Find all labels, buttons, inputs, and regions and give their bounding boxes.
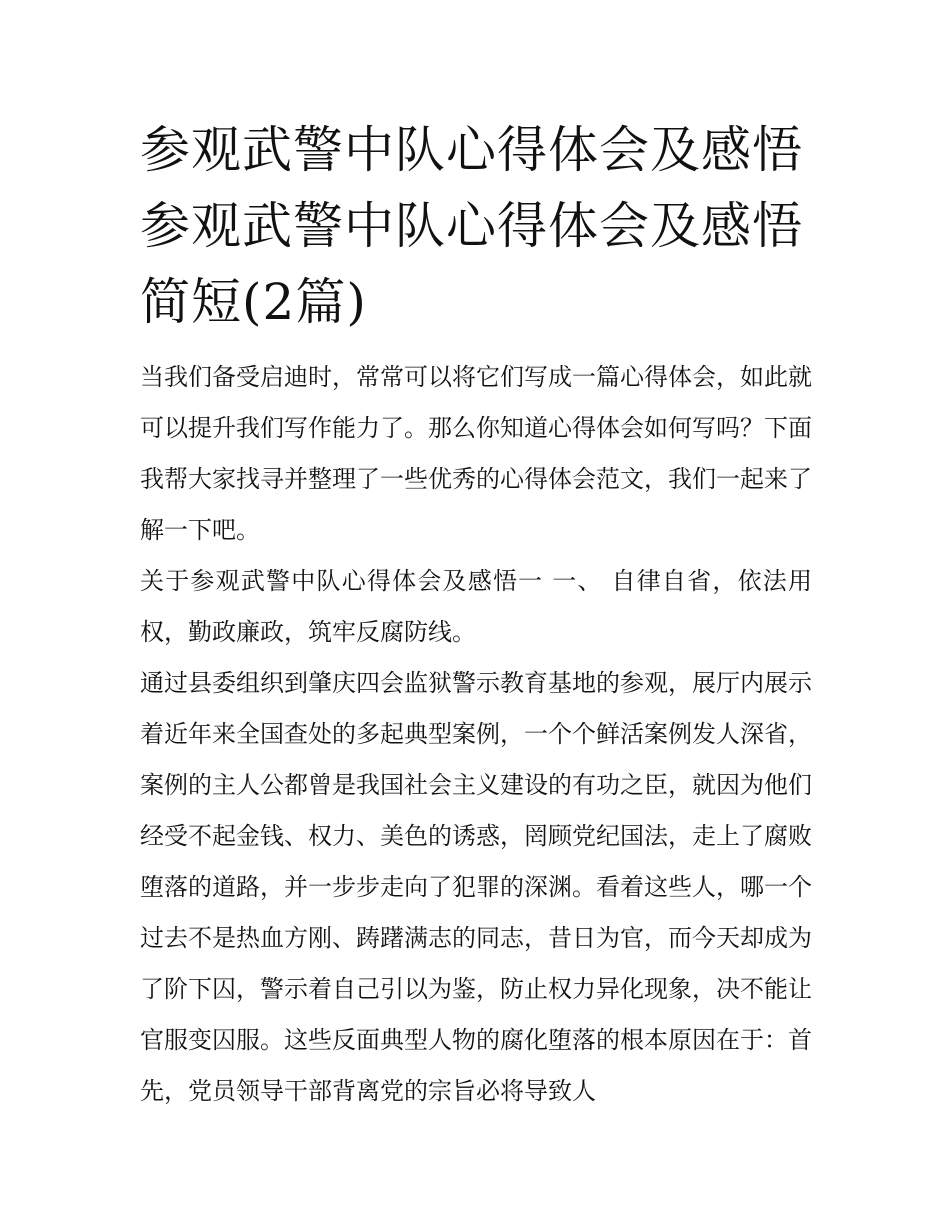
section-heading-paragraph: 关于参观武警中队心得体会及感悟一 一、 自律自省，依法用权，勤政廉政，筑牢反腐防线。 [140,567,812,646]
body-paragraph: 通过县委组织到肇庆四会监狱警示教育基地的参观，展厅内展示着近年来全国查处的多起典型案例，一个个鲜活案例发人深省，案例的主人公都曾是我国社会主义建设的有功之臣，就因为他们经受不起金钱、权力、美色的诱惑，罔顾党纪国法，走上了腐败堕落的道路，并一步步走向了犯罪的深渊。看着这些人，哪一个过去不是热血方刚、踌躇满志的同志，昔日为官，而今天却成为了阶下囚，警示着自己引以为鉴，防止权力异化现象，决不能让官服变囚服。这些反面典型人物的腐化堕落的根本原因在于：首先，党员领导干部背离党的宗旨必将导致人 [140,669,812,1105]
intro-paragraph: 当我们备受启迪时，常常可以将它们写成一篇心得体会，如此就可以提升我们写作能力了。那么你知道心得体会如何写吗？下面我帮大家找寻并整理了一些优秀的心得体会范文，我们一起来了解一下吧。 [140,363,812,544]
title-line-2: 参观武警中队心得体会及感悟 [140,197,803,255]
document-body [140,352,812,1117]
document-title [140,112,812,340]
document-page [140,112,812,1117]
title-line-1: 参观武警中队心得体会及感悟 [140,121,803,179]
title-line-3: 简短(2篇) [140,273,367,331]
